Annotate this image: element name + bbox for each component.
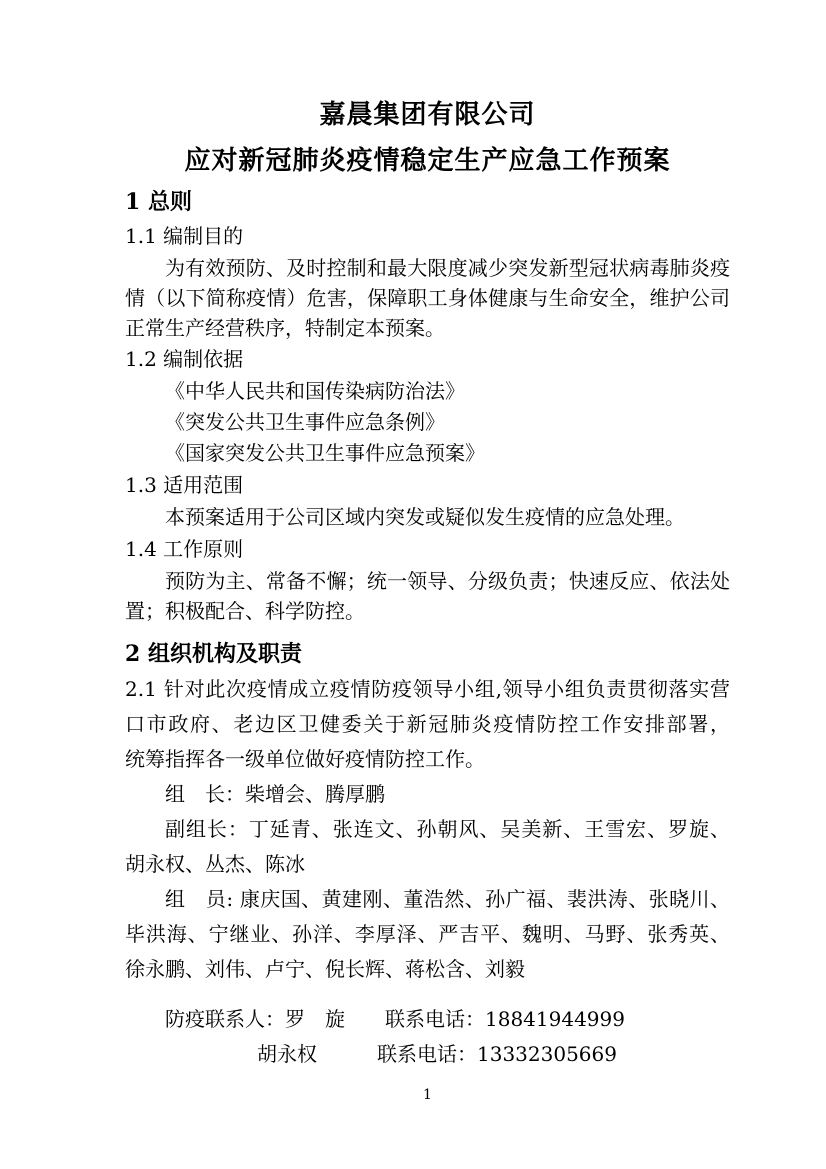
paragraph	[125, 438, 730, 469]
paragraph-group-members	[125, 882, 730, 987]
paragraph-deputy-leaders	[125, 812, 730, 882]
section-heading: 1 总则	[125, 189, 192, 215]
paragraph-line: 胡永权、丛杰、陈冰	[125, 852, 305, 876]
paragraph-line: 副组长：丁延青、张连文、孙朝风、吴美新、王雪宏、罗旋、	[165, 817, 730, 841]
document-subtitle: 应对新冠肺炎疫情稳定生产应急工作预案	[184, 146, 671, 176]
paragraph-line: 为有效预防、及时控制和最大限度减少突发新型冠状病毒肺炎疫	[165, 256, 730, 280]
paragraph-line: 置；积极配合、科学防控。	[125, 599, 365, 623]
paragraph-contact-2	[125, 1037, 730, 1072]
paragraph-line: 毕洪海、宁继业、孙洋、李厚泽、严吉平、魏明、马野、张秀英、	[125, 922, 730, 946]
paragraph-line: 预防为主、常备不懈；统一领导、分级负责；快速反应、依法处	[165, 569, 730, 593]
paragraph-line: 胡永权 联系电话：13332305669	[257, 1042, 617, 1066]
page-number: 1	[423, 1087, 432, 1103]
paragraph-contact-1	[125, 1002, 730, 1037]
paragraph	[125, 672, 730, 777]
paragraph	[125, 566, 730, 626]
paragraph-line: 正常生产经营秩序，特制定本预案。	[125, 316, 445, 340]
paragraph	[125, 253, 730, 343]
paragraph-line: 情（以下简称疫情）危害，保障职工身体健康与生命安全，维护公司	[125, 286, 730, 310]
document-title: 嘉晨集团有限公司	[319, 100, 536, 130]
paragraph-line: 2.1 针对此次疫情成立疫情防疫领导小组,领导小组负责贯彻落实营	[125, 677, 730, 701]
paragraph-line: 口市政府、老边区卫健委关于新冠肺炎疫情防控工作安排部署，	[125, 712, 730, 736]
paragraph-line: 防疫联系人：罗 旋 联系电话：18841944999	[165, 1007, 625, 1031]
paragraph-line: 《国家突发公共卫生事件应急预案》	[165, 441, 485, 465]
subsection-heading: 1.2 编制依据	[125, 347, 244, 371]
subsection-heading: 1.3 适用范围	[125, 473, 244, 497]
paragraph	[125, 502, 730, 533]
paragraph	[125, 407, 730, 438]
paragraph-group-leader	[125, 777, 730, 812]
paragraph-line: 统筹指挥各一级单位做好疫情防控工作。	[125, 747, 485, 771]
paragraph-line: 组 员: 康庆国、黄建刚、董浩然、孙广福、裴洪涛、张晓川、	[165, 887, 730, 911]
paragraph-line: 《中华人民共和国传染病防治法》	[165, 379, 465, 403]
subsection-heading: 1.1 编制目的	[125, 224, 244, 248]
subsection-heading: 1.4 工作原则	[125, 537, 244, 561]
paragraph-line: 《突发公共卫生事件应急条例》	[165, 410, 445, 434]
paragraph-line: 徐永鹏、刘伟、卢宁、倪长辉、蒋松含、刘毅	[125, 957, 525, 981]
section-heading: 2 组织机构及职责	[125, 641, 302, 667]
paragraph-line: 组 长：柴增会、腾厚鹏	[165, 782, 385, 806]
paragraph-line: 本预案适用于公司区域内突发或疑似发生疫情的应急处理。	[165, 505, 685, 529]
paragraph	[125, 376, 730, 407]
